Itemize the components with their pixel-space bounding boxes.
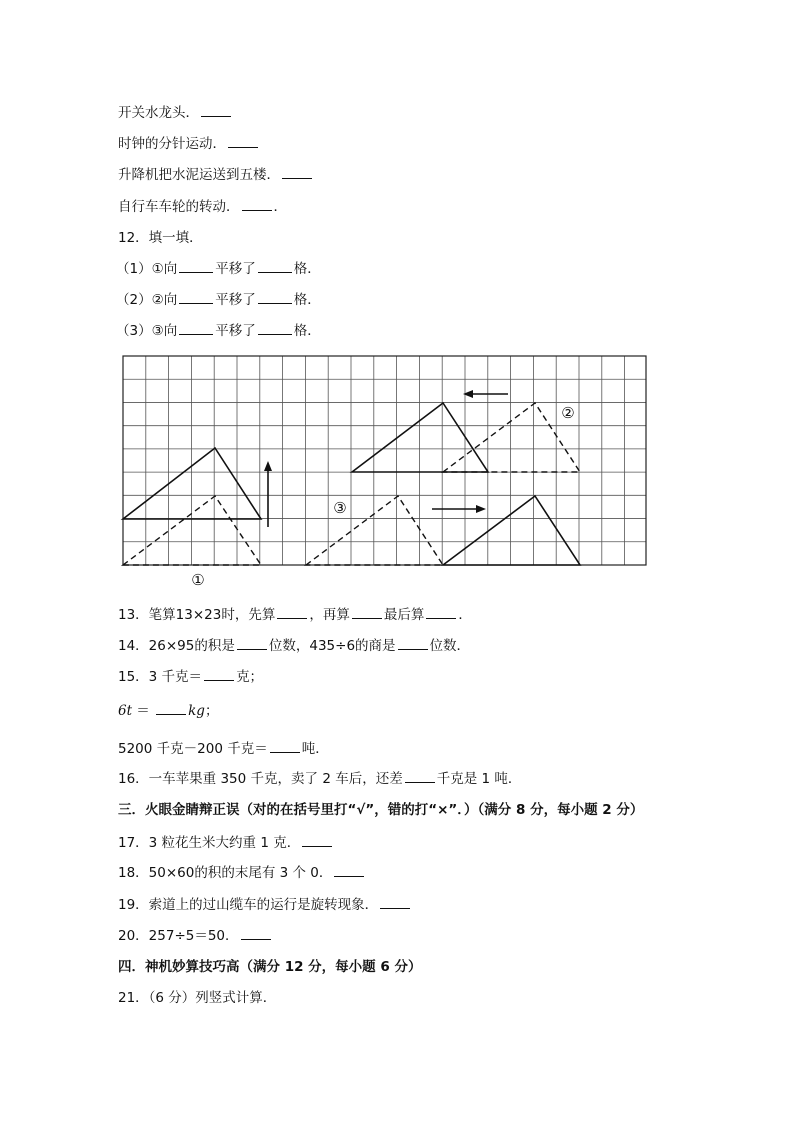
q19: 19．索道上的过山缆车的运行是旋转现象． — [118, 896, 412, 914]
section-3-heading: 三．火眼金睛辩正误（对的在括号里打“√”，错的打“×”．）（满分 8 分，每小题 2 分） — [118, 802, 644, 818]
line-clock-hand: 时钟的分针运动． — [118, 135, 260, 153]
q15-part-3: 5200 千克－200 千克＝ 吨． — [118, 741, 329, 757]
q20: 20．257÷5＝50． — [118, 927, 273, 945]
q12-item-3: （3）③向 平移了 格． — [116, 323, 321, 339]
grid-lines — [123, 356, 646, 565]
arrow-up-icon — [264, 461, 272, 471]
answer-blank[interactable] — [334, 864, 364, 877]
q18: 18．50×60的积的末尾有 3 个 0． — [118, 864, 366, 882]
line-elevator: 升降机把水泥运送到五楼． — [118, 166, 314, 184]
q15-part-1: 15．3 千克＝ 克； — [118, 669, 264, 685]
shape-1-original-dashed-triangle — [123, 496, 261, 565]
q12-title: 12．填一填． — [118, 230, 203, 246]
answer-blank[interactable] — [302, 834, 332, 847]
q21: 21．（6 分）列竖式计算． — [118, 990, 277, 1006]
line-faucet: 开关水龙头． — [118, 104, 233, 122]
shape-3-moved-triangle — [443, 496, 580, 565]
answer-blank[interactable] — [380, 896, 410, 909]
answer-blank[interactable] — [156, 702, 186, 715]
answer-blank[interactable] — [398, 637, 428, 650]
q16: 16．一车苹果重 350 千克，卖了 2 车后，还差 千克是 1 吨． — [118, 771, 522, 787]
answer-blank[interactable] — [270, 740, 300, 753]
q14: 14．26×95的积是 位数，435÷6的商是 位数． — [118, 638, 471, 654]
q12-item-1: （1）①向 平移了 格． — [116, 261, 321, 277]
arrow-right-icon — [476, 505, 486, 513]
q17: 17．3 粒花生米大约重 1 克． — [118, 834, 334, 852]
q13: 13．笔算13×23时，先算 ，再算 最后算 ． — [118, 607, 472, 623]
q12-item-2: （2）②向 平移了 格． — [116, 292, 321, 308]
answer-blank[interactable] — [426, 606, 456, 619]
answer-blank[interactable] — [204, 668, 234, 681]
label-shape-1: ① — [191, 571, 205, 589]
answer-blank[interactable] — [405, 770, 435, 783]
answer-blank[interactable] — [237, 637, 267, 650]
shape-2-original-dashed-triangle — [443, 403, 580, 472]
shape-1-moved-triangle — [123, 448, 261, 519]
answer-blank[interactable] — [352, 606, 382, 619]
label-shape-3: ③ — [333, 499, 347, 517]
arrow-left-icon — [463, 390, 473, 398]
answer-blank[interactable] — [241, 927, 271, 940]
section-4-heading: 四．神机妙算技巧高（满分 12 分，每小题 6 分） — [118, 959, 422, 975]
answer-blank[interactable] — [277, 606, 307, 619]
grid-border — [123, 356, 646, 565]
shape-2-moved-triangle — [352, 403, 488, 472]
line-bicycle-wheel: 自行车车轮的转动． ． — [118, 199, 287, 215]
label-shape-2: ② — [561, 404, 575, 422]
q15-part-2: 6t ＝ kg； — [118, 703, 219, 719]
shape-3-original-dashed-triangle — [306, 496, 443, 565]
